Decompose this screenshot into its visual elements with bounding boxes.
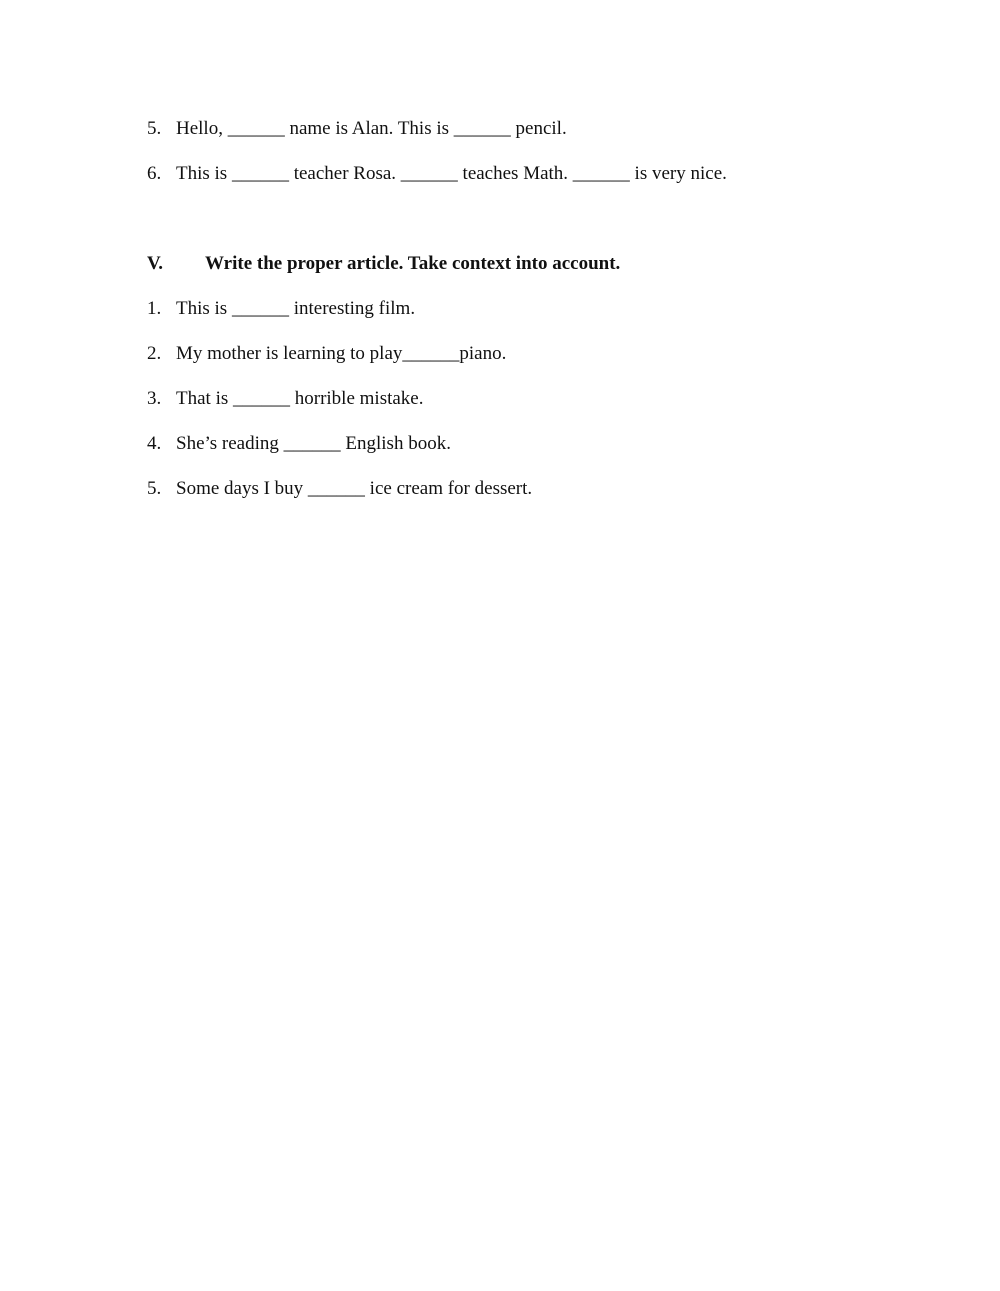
exercise-item [147,117,567,141]
item-number: 5. [147,118,162,139]
item-text: This is ______ teacher Rosa. ______ teaches Math. ______ is very nice. [176,163,727,184]
exercise-item [147,342,506,366]
item-number: 6. [147,163,162,184]
exercise-item [147,162,727,186]
item-number: 3. [147,388,162,409]
item-number: 5. [147,478,162,499]
section-title: Write the proper article. Take context into account. [205,253,621,274]
section-heading [147,252,620,276]
exercise-item [147,477,532,501]
item-text: My mother is learning to play______piano. [176,343,507,364]
item-text: This is ______ interesting film. [176,298,416,319]
item-number: 4. [147,433,162,454]
section-numeral: V. [147,253,164,274]
item-text: That is ______ horrible mistake. [176,388,424,409]
exercise-item [147,387,423,411]
item-text: Some days I buy ______ ice cream for dessert. [176,478,533,499]
item-number: 2. [147,343,162,364]
exercise-item [147,432,451,456]
item-text: She’s reading ______ English book. [176,433,451,454]
item-text: Hello, ______ name is Alan. This is ______ pencil. [176,118,567,139]
item-number: 1. [147,298,162,319]
exercise-item [147,297,415,321]
